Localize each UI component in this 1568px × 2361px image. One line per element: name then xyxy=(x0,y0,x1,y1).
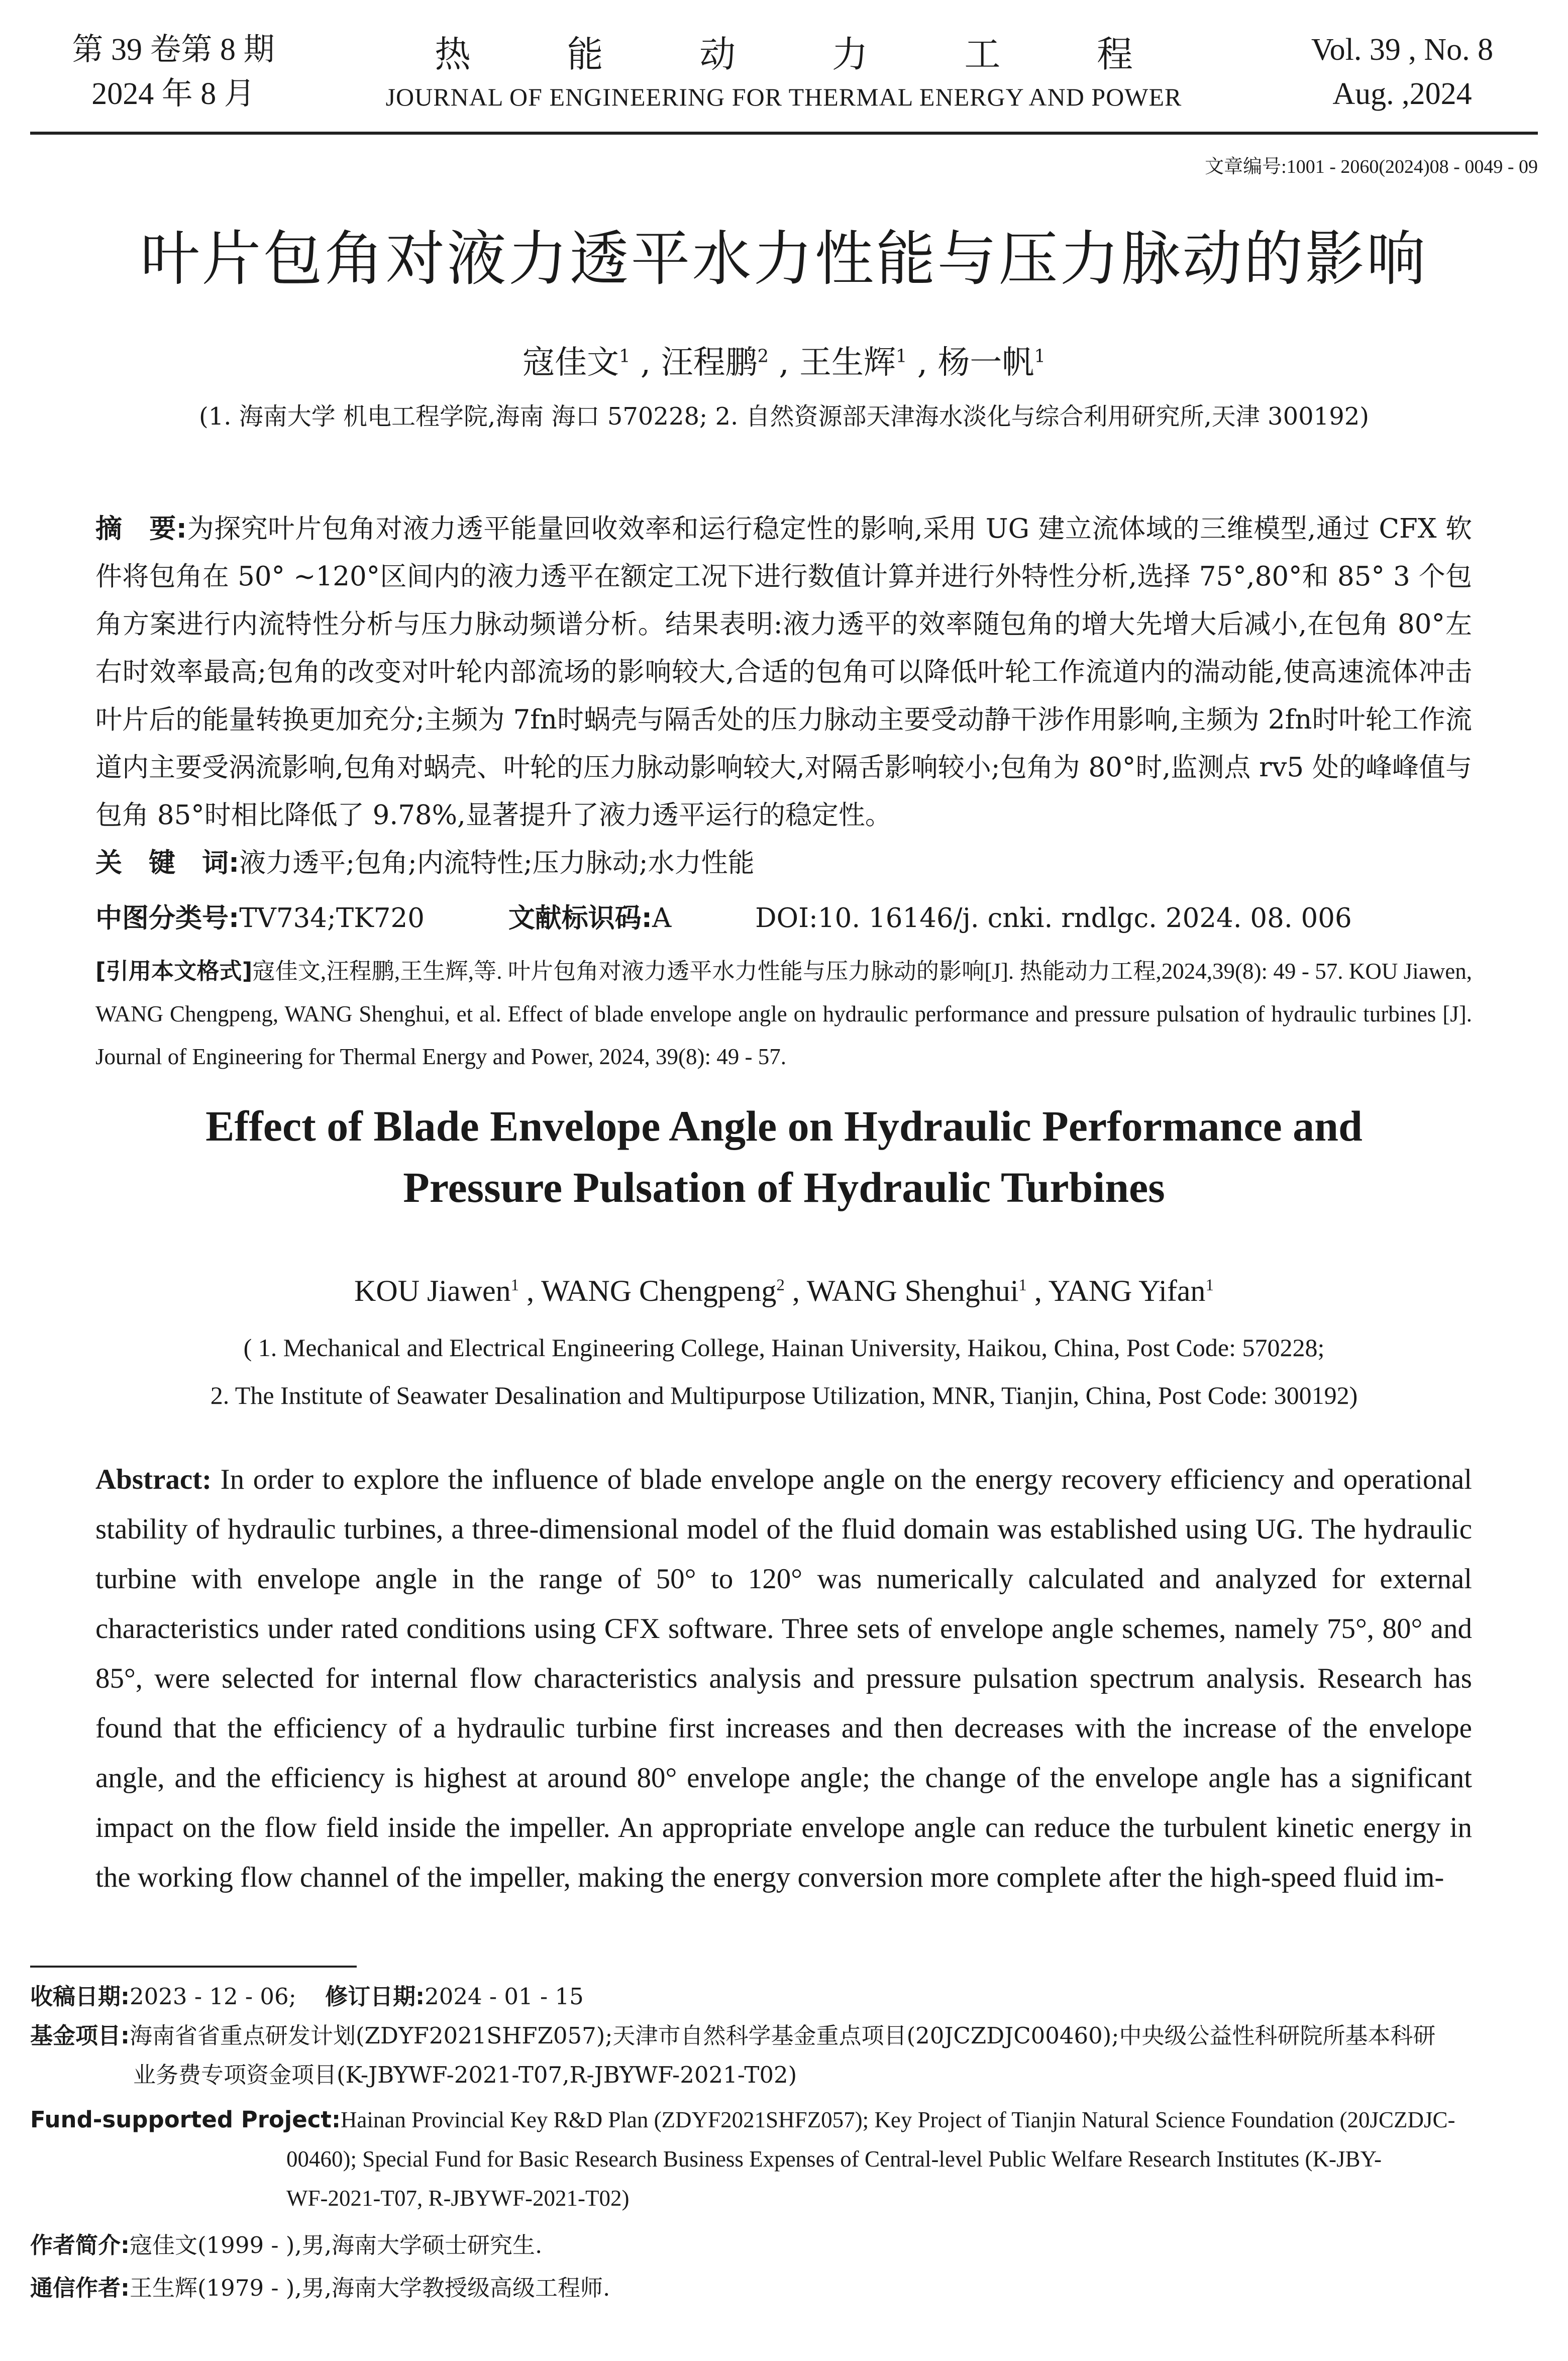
fund-en-line: 00460); Special Fund for Basic Research Business Expenses of Central-level Public Welfare Research Institutes (K-JBY- xyxy=(286,2146,1382,2172)
date-cn: 2024 年 8 月 xyxy=(91,77,255,111)
abstract-en-label: Abstract: xyxy=(95,1464,212,1495)
journal-char: 力 xyxy=(831,35,868,75)
author-name: YANG Yifan xyxy=(1048,1274,1206,1307)
keywords-text: 液力透平;包角;内流特性;压力脉动;水力性能 xyxy=(239,848,755,878)
issue-info-en xyxy=(1292,28,1513,116)
journal-char: 程 xyxy=(1096,35,1133,75)
fund-en-label: Fund-supported Project: xyxy=(30,2106,341,2133)
volume-en: Vol. 39 , No. 8 xyxy=(1311,33,1494,67)
affiliation-cn: (1. 海南大学 机电工程学院,海南 海口 570228; 2. 自然资源部天津海水淡化与综合利用研究所,天津 300192) xyxy=(198,402,1369,431)
author-name: 杨一帆 xyxy=(937,344,1034,381)
volume-cn: 第 39 卷第 8 期 xyxy=(72,33,275,67)
bio-label: 作者简介: xyxy=(30,2232,130,2259)
author-name: 寇佳文 xyxy=(522,344,619,381)
author-sup: 2 xyxy=(757,346,769,367)
keywords xyxy=(95,842,755,880)
footnote-fund-cn xyxy=(30,2016,1512,2095)
author-sep: , xyxy=(519,1274,535,1307)
fund-en-line: WF-2021-T07, R-JBYWF-2021-T02) xyxy=(286,2186,630,2211)
author-sep: , xyxy=(630,344,651,381)
revised-date: 2024 - 01 - 15 xyxy=(425,1983,584,2010)
author-sup: 1 xyxy=(1018,1276,1027,1294)
fund-label: 基金项目: xyxy=(30,2022,130,2049)
author-name: WANG Chengpeng xyxy=(541,1274,777,1307)
issue-info-cn xyxy=(55,28,291,116)
abstract-cn-text: 为探究叶片包角对液力透平能量回收效率和运行稳定性的影响,采用 UG 建立流体域的三维模型,通过 CFX 软件将包角在 50° ~120°区间内的液力透平在额定工况下进行数值计算并进行外特性分析,选择 75°,80°和 85° 3 个包角方案进行内流特性分析与压力脉动频谱分析。结果表明:液力透平的效率随包角的增大先增大后减小,在包角 80°左右时效率最高;包角的改变对叶轮内部流场的影响较大,合适的包角可以降低叶轮工作流道内的湍动能,使高速流体冲击叶片后的能量转换更加充分;主频为 7fn时蜗壳与隔舌处的压力脉动主要受动静干涉作用影响,主频为 2fn时叶轮工作流道内主要受涡流影响,包角对蜗壳、叶轮的压力脉动影响较大,对隔舌影响较小;包角为 80°时,监测点 rv5 处的峰峰值与包角 85°时相比降低了 9.78%,显著提升了液力透平运行的稳定性。 xyxy=(95,514,1472,831)
keywords-label: 关 键 词: xyxy=(95,848,240,878)
footnote-bio xyxy=(30,2226,1512,2265)
author-sep: , xyxy=(768,344,789,381)
received-date: 2023 - 12 - 06; xyxy=(130,1983,296,2010)
citation xyxy=(95,950,1472,1078)
author-sep: , xyxy=(907,344,928,381)
abstract-cn-label: 摘 要: xyxy=(95,514,187,544)
revised-label: 修订日期: xyxy=(325,1983,425,2010)
author-name: 王生辉 xyxy=(799,344,896,381)
author-sup: 2 xyxy=(776,1276,785,1294)
author-name: WANG Shenghui xyxy=(806,1274,1019,1307)
doc-code-label: 文献标识码: xyxy=(508,903,653,934)
authors-en xyxy=(0,1274,1568,1308)
journal-title-cn xyxy=(352,25,1216,77)
received-label: 收稿日期: xyxy=(30,1983,130,2010)
abstract-en-text: In order to explore the influence of blade envelope angle on the energy recovery efficiency and operational stability of hydraulic turbines, a three-dimensional model of the fluid domain was established using UG. The hydraulic turbine with envelope angle in the range of 50° to 120° was numerically calculated and analyzed for external characteristics under rated conditions using CFX software. Three sets of envelope angle schemes, namely 75°, 80° and 85°, were selected for internal flow characteristics analysis and pressure pulsation spectrum analysis. Research has found that the efficiency of a hydraulic turbine first increases and then decreases with the increase of the envelope angle, and the efficiency is highest at around 80° envelope angle; the change of the envelope angle has a significant impact on the flow field inside the impeller. An appropriate envelope angle can reduce the turbulent kinetic energy in the working flow channel of the impeller, making the energy conversion more complete after the high-speed fluid im- xyxy=(95,1464,1472,1893)
journal-char: 工 xyxy=(964,35,1001,75)
doc-code: A xyxy=(652,903,672,934)
corresponding-text: 王生辉(1979 - ),男,海南大学教授级高级工程师. xyxy=(130,2275,610,2301)
affiliation-en-line: ( 1. Mechanical and Electrical Engineering College, Hainan University, Haikou, China, Post Code: 570228; xyxy=(243,1333,1325,1362)
journal-char: 能 xyxy=(567,35,603,75)
citation-text: 寇佳文,汪程鹏,王生辉,等. 叶片包角对液力透平水力性能与压力脉动的影响[J]. 热能动力工程,2024,39(8): 49 - 57. KOU Jiawen, WANG Chengpeng, WANG Shenghui, et al. Effect of blade envelope angle on hydraulic performance and pressure pulsation of hydraulic turbines [J]. Journal of Engineering for Thermal Energy and Power, 2024, 39(8): 49 - 57. xyxy=(95,959,1472,1069)
author-sep: , xyxy=(1026,1274,1042,1307)
journal-char: 热 xyxy=(435,35,471,75)
author-name: KOU Jiawen xyxy=(354,1274,511,1307)
affiliation-en-line: 2. The Institute of Seawater Desalination and Multipurpose Utilization, MNR, Tianjin, China, Post Code: 300192) xyxy=(210,1381,1358,1409)
journal-title-en: JOURNAL OF ENGINEERING FOR THERMAL ENERGY AND POWER xyxy=(385,83,1182,111)
author-sup: 1 xyxy=(619,346,631,367)
affiliation-en xyxy=(0,1324,1568,1419)
abstract-en xyxy=(95,1455,1472,1902)
classification xyxy=(95,897,1352,935)
journal-masthead xyxy=(352,25,1216,112)
date-en: Aug. ,2024 xyxy=(1332,77,1472,111)
clc-label: 中图分类号: xyxy=(95,903,240,934)
author-sep: , xyxy=(784,1274,800,1307)
author-name: 汪程鹏 xyxy=(661,344,758,381)
author-sup: 1 xyxy=(1034,346,1046,367)
abstract-cn xyxy=(95,505,1472,839)
author-sup: 1 xyxy=(896,346,907,367)
title-cn: 叶片包角对液力透平水力性能与压力脉动的影响 xyxy=(140,224,1428,293)
footnote-dates xyxy=(30,1977,1512,2016)
author-sup: 1 xyxy=(510,1276,519,1294)
author-sup: 1 xyxy=(1205,1276,1214,1294)
title-en xyxy=(0,1095,1568,1218)
bio-text: 寇佳文(1999 - ),男,海南大学硕士研究生. xyxy=(130,2232,543,2259)
authors-cn xyxy=(0,337,1568,383)
journal-char: 动 xyxy=(699,35,736,75)
fund-line: 业务费专项资金项目(K-JBYWF-2021-T07,R-JBYWF-2021-T02) xyxy=(133,2062,797,2088)
footnote-corresponding xyxy=(30,2269,1512,2308)
fund-line: 海南省省重点研发计划(ZDYF2021SHFZ057);天津市自然科学基金重点项目(20JCZDJC00460);中央级公益性科研院所基本科研 xyxy=(130,2022,1436,2049)
header-rule xyxy=(30,132,1538,135)
title-en-line: Pressure Pulsation of Hydraulic Turbines xyxy=(403,1163,1165,1211)
corresponding-label: 通信作者: xyxy=(30,2275,130,2301)
footnote-fund-en xyxy=(30,2100,1512,2218)
article-number: 文章编号:1001 - 2060(2024)08 - 0049 - 09 xyxy=(1205,156,1538,177)
citation-label: [引用本文格式] xyxy=(95,958,253,984)
clc-code: TV734;TK720 xyxy=(239,903,425,934)
fund-en-line: Hainan Provincial Key R&D Plan (ZDYF2021SHFZ057); Key Project of Tianjin Natural Science Foundation (20JCZDJC- xyxy=(340,2107,1455,2132)
title-en-line: Effect of Blade Envelope Angle on Hydraulic Performance and xyxy=(205,1102,1363,1150)
doi: DOI:10. 16146/j. cnki. rndlgc. 2024. 08. 006 xyxy=(755,903,1352,934)
footnote-rule xyxy=(30,1966,357,1968)
